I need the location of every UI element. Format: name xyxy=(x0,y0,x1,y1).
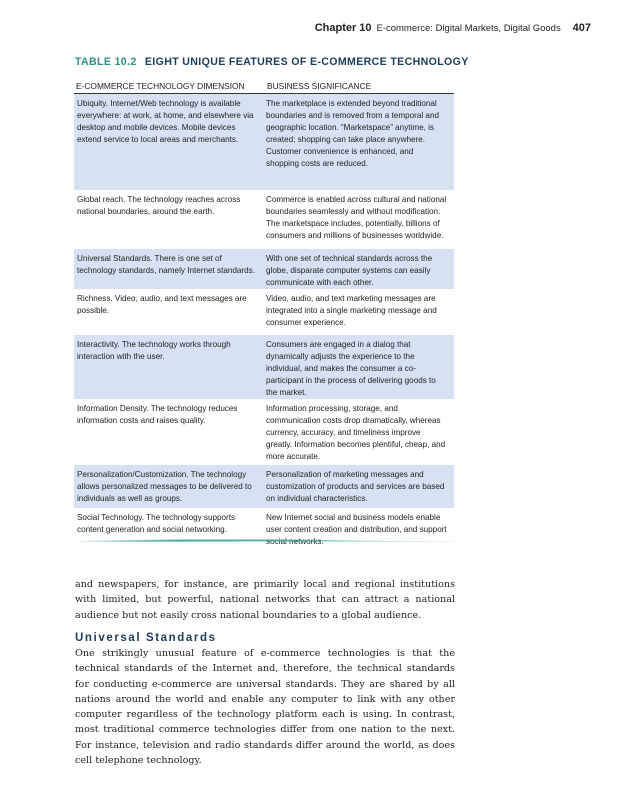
dimension-cell: Information Density. The technology reduces information costs and raises quality. xyxy=(77,404,238,425)
table-bottom-rule xyxy=(80,538,452,543)
significance-cell: Personalization of marketing messages and customization of products and services are based on individual characteristics. xyxy=(266,470,445,503)
dimension-cell: Global reach. The technology reaches across national boundaries, around the earth. xyxy=(77,195,241,216)
features-table xyxy=(74,80,454,554)
table-row xyxy=(74,249,454,289)
table-caption xyxy=(75,56,469,68)
dimension-cell: Personalization/Customization. The technology allows personalized messages to be delivered to individuals as well as groups. xyxy=(77,470,252,503)
table-row xyxy=(74,335,454,399)
table-row xyxy=(74,399,454,465)
table-row xyxy=(74,94,454,190)
table-title: EIGHT UNIQUE FEATURES OF E-COMMERCE TECHNOLOGY xyxy=(144,56,469,68)
significance-cell: Information processing, storage, and communication costs drop dramatically, whereas currency, accuracy, and timeliness improve greatly. Information becomes plentiful, cheap, and more accurate. xyxy=(266,404,446,461)
dimension-cell: Interactivity. The technology works through interaction with the user. xyxy=(77,340,231,361)
column-header-dimension: E-COMMERCE TECHNOLOGY DIMENSION xyxy=(76,81,245,91)
running-head xyxy=(0,22,591,34)
table-row xyxy=(74,465,454,508)
chapter-subtitle: E-commerce: Digital Markets, Digital Goods xyxy=(376,23,561,34)
dimension-cell: Social Technology. The technology supports content generation and social networking. xyxy=(77,513,236,534)
table-number: TABLE 10.2 xyxy=(75,56,137,68)
table-row xyxy=(74,508,454,554)
significance-cell: The marketplace is extended beyond traditional boundaries and is removed from a temporal and geographic location. “Marketspace” anytime, is created; shopping can take place anywhere. Customer convenience is enhanced, and shopping costs are reduced. xyxy=(266,99,439,168)
column-header-significance: BUSINESS SIGNIFICANCE xyxy=(267,81,372,91)
significance-cell: Video, audio, and text marketing messages are integrated into a single marketing message and consumer experience. xyxy=(266,294,437,327)
significance-cell: Consumers are engaged in a dialog that dynamically adjusts the experience to the individual, and makes the consumer a co-participant in the process of delivering goods to the market. xyxy=(266,340,436,397)
table-row xyxy=(74,289,454,335)
significance-cell: With one set of technical standards across the globe, disparate computer systems can easily communicate with each other. xyxy=(266,254,433,287)
significance-cell: Commerce is enabled across cultural and national boundaries seamlessly and without modification. The marketspace includes, potentially, billions of consumers and millions of businesses worldwide. xyxy=(266,195,447,240)
body-paragraph: One strikingly unusual feature of e-commerce technologies is that the technical standards of the Internet and, therefore, the technical standards for conducting e-commerce are universal standards. They are shared by all nations around the world and enable any computer to link with any other computer regardless of the technology platform each is using. In contrast, most traditional commerce technologies differ from one nation to the next. For instance, television and radio standards differ around the world, as does cell telephone technology. xyxy=(75,648,455,767)
dimension-cell: Richness. Video, audio, and text messages are possible. xyxy=(77,294,247,315)
section-heading: Universal Standards xyxy=(75,632,217,644)
body-paragraph: and newspapers, for instance, are primarily local and regional institutions with limited, but powerful, national networks that can attract a national audience but not easily cross national boundaries to a global audience. xyxy=(75,579,455,621)
dimension-cell: Universal Standards. There is one set of technology standards, namely Internet standards. xyxy=(77,254,255,275)
chapter-label: Chapter 10 xyxy=(314,22,372,34)
table-header-row xyxy=(74,80,454,94)
table-row xyxy=(74,190,454,249)
significance-cell: New Internet social and business models enable user content creation and distribution, and support xyxy=(266,513,447,534)
dimension-cell: Ubiquity. Internet/Web technology is available everywhere: at work, at home, and elsewhere via desktop and mobile devices. Mobile devices extend service to local areas and merchants. xyxy=(77,99,254,144)
page-number: 407 xyxy=(572,22,591,34)
